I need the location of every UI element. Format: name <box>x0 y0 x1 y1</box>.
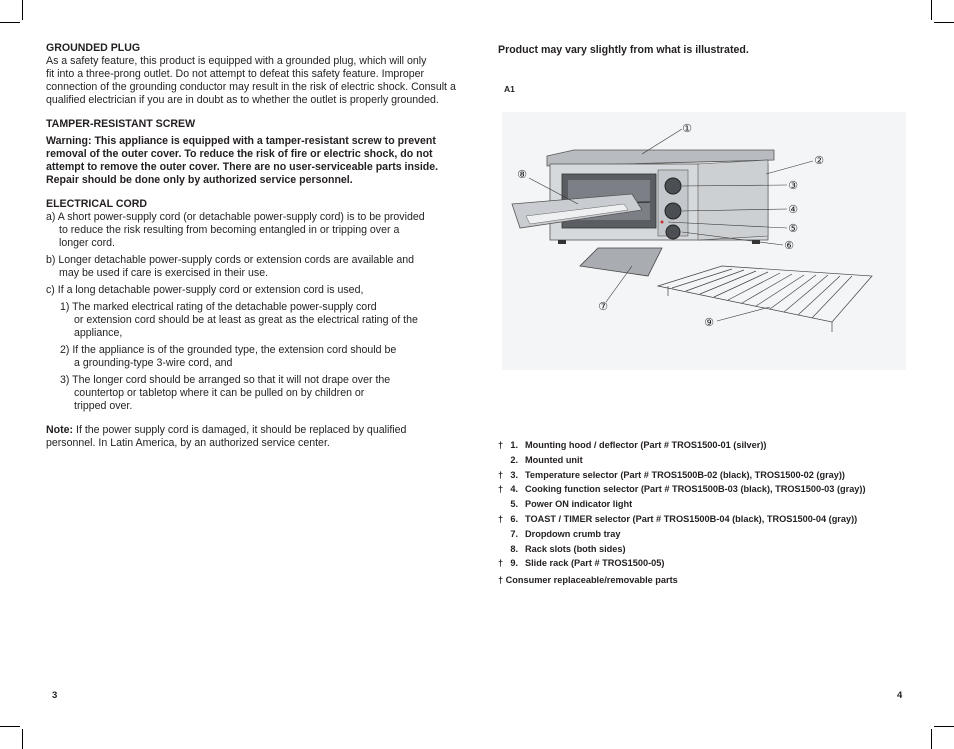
left-page-column <box>46 42 458 450</box>
item-number: 8. <box>510 543 518 554</box>
list-line: appliance, <box>74 327 123 339</box>
item-text: Slide rack (Part # TROS1500-05) <box>525 558 665 569</box>
callout-7: ⑦ <box>598 300 608 313</box>
sub-item-2 <box>46 344 458 370</box>
item-number: 1. <box>510 440 518 450</box>
dagger-mark: † <box>498 558 504 569</box>
list-line: or extension cord should be at least as great as the electrical rating of the <box>74 314 418 326</box>
list-item <box>498 440 918 455</box>
sub-item-1 <box>46 301 458 340</box>
list-line: longer cord. <box>59 237 115 249</box>
crop-mark <box>931 0 932 20</box>
dagger-mark: † <box>498 469 504 480</box>
item-number: 2. <box>510 454 518 465</box>
item-number: 7. <box>510 528 518 539</box>
list-item <box>498 499 918 514</box>
list-line: tripped over. <box>74 400 133 412</box>
grounded-plug-section <box>46 42 458 107</box>
crop-mark <box>0 726 20 727</box>
callout-4: ④ <box>788 203 798 216</box>
warning-line: removal of the outer cover. To reduce the risk of fire or electric shock, do not <box>46 148 433 160</box>
body-line: qualified electrician if you are in doubt as to whether the outlet is properly grounded. <box>46 94 439 106</box>
list-line: countertop or tabletop where it can be pulled on by children or <box>74 387 365 399</box>
body-line: fit into a three-prong outlet. Do not attempt to defeat this safety feature. Improper <box>46 68 425 80</box>
figure-label: A1 <box>504 84 515 94</box>
item-text: Rack slots (both sides) <box>525 543 626 554</box>
dagger-mark: † <box>498 513 504 524</box>
item-text: Power ON indicator light <box>525 499 633 510</box>
list-line: may be used if care is exercised in their use. <box>59 267 269 279</box>
list-item <box>498 484 918 499</box>
item-number: 5. <box>510 499 518 510</box>
note-section <box>46 424 458 450</box>
list-item <box>498 455 918 470</box>
list-item <box>498 558 918 573</box>
dagger-mark: † <box>498 440 504 450</box>
list-item-a <box>46 211 458 250</box>
note-line <box>46 424 458 437</box>
item-text: Mounted unit <box>525 454 583 465</box>
callout-3: ③ <box>788 179 798 192</box>
callout-1: ① <box>682 122 692 135</box>
warning-line: Repair should be done only by authorized service personnel. <box>46 174 353 186</box>
callout-9: ⑨ <box>704 316 714 329</box>
power-indicator-light <box>661 221 664 224</box>
list-item <box>498 470 918 485</box>
list-line: b) Longer detachable power-supply cords or extension cords are available and <box>46 254 415 266</box>
right-page-header <box>498 44 908 56</box>
function-knob <box>665 203 681 219</box>
body-line: As a safety feature, this product is equipped with a grounded plug, which will only <box>46 55 427 67</box>
crop-mark <box>934 726 954 727</box>
section-heading: ELECTRICAL CORD <box>46 198 148 210</box>
item-number: 3. <box>510 469 518 480</box>
timer-knob <box>666 225 680 239</box>
callout-6: ⑥ <box>784 239 794 252</box>
list-line: a) A short power-supply cord (or detachable power-supply cord) is to be provided <box>46 211 425 223</box>
list-line: 2) If the appliance is of the grounded type, the extension cord should be <box>60 344 397 356</box>
list-item-b <box>46 254 458 280</box>
oven-foot <box>558 240 566 244</box>
list-line: 1) The marked electrical rating of the detachable power-supply cord <box>60 301 377 313</box>
page-number-right: 4 <box>897 690 903 701</box>
section-heading: GROUNDED PLUG <box>46 42 141 54</box>
list-line: a grounding-type 3-wire cord, and <box>74 357 233 369</box>
dagger-mark: † <box>498 484 504 495</box>
item-number: 6. <box>510 513 518 524</box>
callout-5: ⑤ <box>788 222 798 235</box>
item-text: Dropdown crumb tray <box>525 528 621 539</box>
item-text: Cooking function selector (Part # TROS1500B-03 (black), TROS1500-03 (gray)) <box>525 484 866 495</box>
toaster-oven-illustration <box>502 112 906 370</box>
warning-line: Warning: This appliance is equipped with a tamper-resistant screw to prevent <box>46 135 436 147</box>
crop-mark <box>22 729 23 749</box>
callout-2: ② <box>814 154 824 167</box>
callout-8: ⑧ <box>517 168 527 181</box>
temperature-knob <box>665 178 681 194</box>
electrical-cord-section <box>46 198 458 413</box>
list-line: c) If a long detachable power-supply cord or extension cord is used, <box>46 284 364 296</box>
item-number: 4. <box>510 484 518 495</box>
list-item <box>498 544 918 559</box>
parts-list <box>498 440 918 585</box>
item-text: TOAST / TIMER selector (Part # TROS1500B-04 (black), TROS1500-04 (gray)) <box>525 513 858 524</box>
note-text: If the power supply cord is damaged, it should be replaced by qualified <box>73 424 407 436</box>
list-item <box>498 514 918 529</box>
tamper-resistant-section <box>46 118 458 187</box>
crop-mark <box>0 22 20 23</box>
crop-mark <box>934 22 954 23</box>
list-item-c <box>46 284 458 297</box>
list-line: to reduce the risk resulting from becoming entangled in or tripping over a <box>59 224 400 236</box>
body-line: connection of the grounding conductor may result in the risk of electric shock. Consult a <box>46 81 456 93</box>
item-text: Temperature selector (Part # TROS1500B-02 (black), TROS1500-02 (gray)) <box>525 469 845 480</box>
illustration-note: Product may vary slightly from what is illustrated. <box>498 44 749 56</box>
item-number: 9. <box>510 558 518 569</box>
sub-item-3 <box>46 374 458 413</box>
note-label: Note: <box>46 424 74 436</box>
warning-line: attempt to remove the outer cover. There are no user-serviceable parts inside. <box>46 161 439 173</box>
side-panel <box>698 160 768 240</box>
crop-mark <box>22 0 23 20</box>
section-heading: TAMPER-RESISTANT SCREW <box>46 118 196 130</box>
crop-mark <box>931 729 932 749</box>
item-text: Mounting hood / deflector (Part # TROS1500-01 (silver)) <box>525 440 767 450</box>
page-number-left: 3 <box>52 690 58 701</box>
note-line: personnel. In Latin America, by an authorized service center. <box>46 437 330 449</box>
replaceable-parts-footnote: † Consumer replaceable/removable parts <box>498 575 678 586</box>
list-item <box>498 529 918 544</box>
list-line: 3) The longer cord should be arranged so that it will not drape over the <box>60 374 391 386</box>
